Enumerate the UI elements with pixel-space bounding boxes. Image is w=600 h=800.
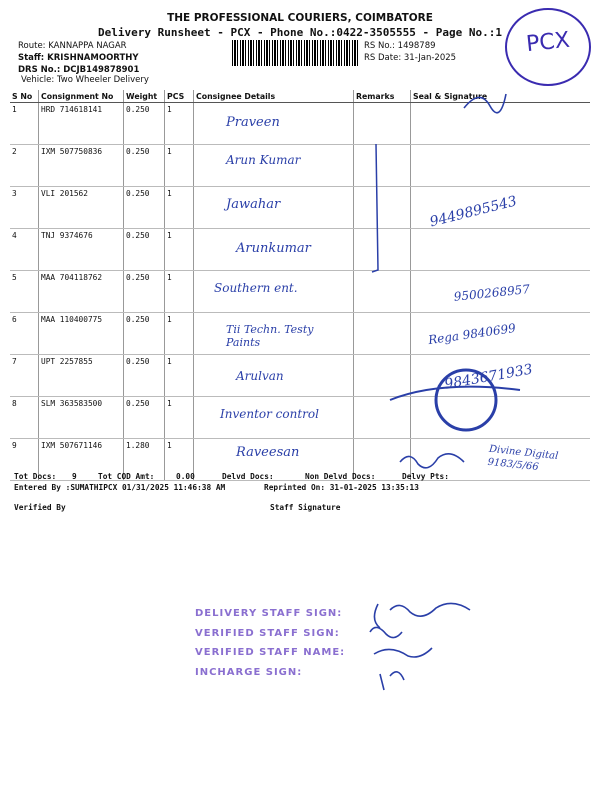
cell-remarks [354,313,411,355]
cell-pcs: 1 [165,187,194,229]
cell-weight: 0.250 [124,103,165,145]
cell-sno: 6 [10,313,39,355]
handwritten-consignee: Praveen [226,115,280,130]
cell-seal [411,187,591,229]
handwritten-seal: 9500268957 [453,281,531,304]
cell-consignee [194,355,354,397]
handwritten-seal: 9843671933 [443,361,534,393]
cell-consignment: SLM 363583500 [39,397,124,439]
company-title: THE PROFESSIONAL COURIERS, COIMBATORE [167,12,433,24]
table-row [10,145,590,187]
handwritten-consignee: Raveesan [236,445,300,460]
handwritten-consignee: Inventor control [220,407,319,421]
vehicle-label: Vehicle: Two Wheeler Delivery [21,75,149,85]
cell-consignee [194,271,354,313]
stamp-incharge-sign: INCHARGE SIGN: [195,666,303,678]
cell-sno: 8 [10,397,39,439]
cell-pcs: 1 [165,145,194,187]
cell-seal [411,229,591,271]
non-delvd-docs-label: Non Delvd Docs: [305,472,376,481]
cell-consignee [194,397,354,439]
col-seal-signature: Seal & Signature [411,90,591,103]
table-row [10,271,590,313]
cell-consignee [194,229,354,271]
stamp-delivery-staff-sign: DELIVERY STAFF SIGN: [195,608,343,619]
cell-weight: 0.250 [124,187,165,229]
delivery-stamp [195,604,345,682]
cell-consignment: IXM 507671146 [39,439,124,481]
delvd-docs-label: Delvd Docs: [222,472,274,481]
stamp-verified-staff-sign: VERIFIED STAFF SIGN: [195,627,340,639]
cell-sno: 7 [10,355,39,397]
handwritten-consignee: Arunkumar [236,241,311,256]
drs-number: DRS No.: DCJB149878901 [18,65,140,75]
cell-sno: 1 [10,103,39,145]
delvy-pts-label: Delvy Pts: [402,472,449,481]
handwritten-consignee: Jawahar [226,197,281,212]
entered-by: Entered By :SUMATHIPCX 01/31/2025 11:46:38 AM [14,483,226,492]
cell-consignee [194,187,354,229]
staff-signature-label: Staff Signature [270,503,341,512]
cell-sno: 2 [10,145,39,187]
cell-remarks [354,271,411,313]
barcode [232,40,358,66]
col-sno: S No [10,90,39,103]
cell-consignment: MAA 110400775 [39,313,124,355]
staff-label: Staff: KRISHNAMOORTHY [18,53,139,63]
handwritten-footnote: Divine Digital 9183/5/66 [487,443,559,474]
rs-date: RS Date: 31-Jan-2025 [364,53,457,63]
cell-pcs: 1 [165,355,194,397]
cell-pcs: 1 [165,439,194,481]
cell-weight: 0.250 [124,313,165,355]
handwritten-consignee: Tii Techn. Testy Paints [226,323,314,349]
cell-weight: 0.250 [124,397,165,439]
cell-consignment: IXM 507750836 [39,145,124,187]
cell-weight: 0.250 [124,145,165,187]
table-row [10,229,590,271]
handwritten-seal: Rega 9840699 [427,320,517,348]
col-consignment: Consignment No [39,90,124,103]
col-weight: Weight [124,90,165,103]
cell-consignee [194,145,354,187]
cell-weight: 0.250 [124,355,165,397]
cell-sno: 3 [10,187,39,229]
cell-sno: 5 [10,271,39,313]
handwritten-consignee: Southern ent. [214,281,298,295]
cell-weight: 1.280 [124,439,165,481]
cell-consignee [194,103,354,145]
table-row [10,187,590,229]
stamp-signatures [360,596,530,696]
cell-weight: 0.250 [124,271,165,313]
reprinted-on: Reprinted On: 31-01-2025 13:35:13 [264,483,419,492]
cell-consignment: UPT 2257855 [39,355,124,397]
cell-consignment: HRD 714618141 [39,103,124,145]
remarks-bracket-line [370,140,390,275]
cell-pcs: 1 [165,229,194,271]
cell-weight: 0.250 [124,229,165,271]
tot-cod-value: 0.00 [176,472,195,481]
table-row [10,313,590,355]
cell-remarks [354,103,411,145]
cell-pcs: 1 [165,103,194,145]
rs-number: RS No.: 1498789 [364,41,436,51]
tot-cod-label: Tot COD Amt: [98,472,155,481]
route-label: Route: KANNAPPA NAGAR [18,41,127,51]
cell-pcs: 1 [165,313,194,355]
tot-docs-value: 9 [72,472,77,481]
cell-sno: 9 [10,439,39,481]
cell-consignment: MAA 704118762 [39,271,124,313]
handwritten-seal: 9449895543 [428,193,519,231]
col-consignee: Consignee Details [194,90,354,103]
cell-pcs: 1 [165,397,194,439]
col-remarks: Remarks [354,90,411,103]
tot-docs-label: Tot Docs: [14,472,57,481]
cell-pcs: 1 [165,271,194,313]
cell-consignment: VLI 201562 [39,187,124,229]
stamp-verified-staff-name: VERIFIED STAFF NAME: [195,647,346,658]
col-pcs: PCS [165,90,194,103]
cell-consignment: TNJ 9374676 [39,229,124,271]
verified-by-label: Verified By [14,503,66,512]
cell-consignee [194,313,354,355]
cell-sno: 4 [10,229,39,271]
top-signature-scribble [460,88,510,118]
handwritten-consignee: Arulvan [236,369,284,383]
runsheet-subtitle: Delivery Runsheet - PCX - Phone No.:0422-3505555 - Page No.:1 [98,26,502,39]
seal-stamp-blue [380,360,550,440]
pcx-stamp-text: PCX [524,27,572,58]
handwritten-consignee: Arun Kumar [226,153,301,167]
